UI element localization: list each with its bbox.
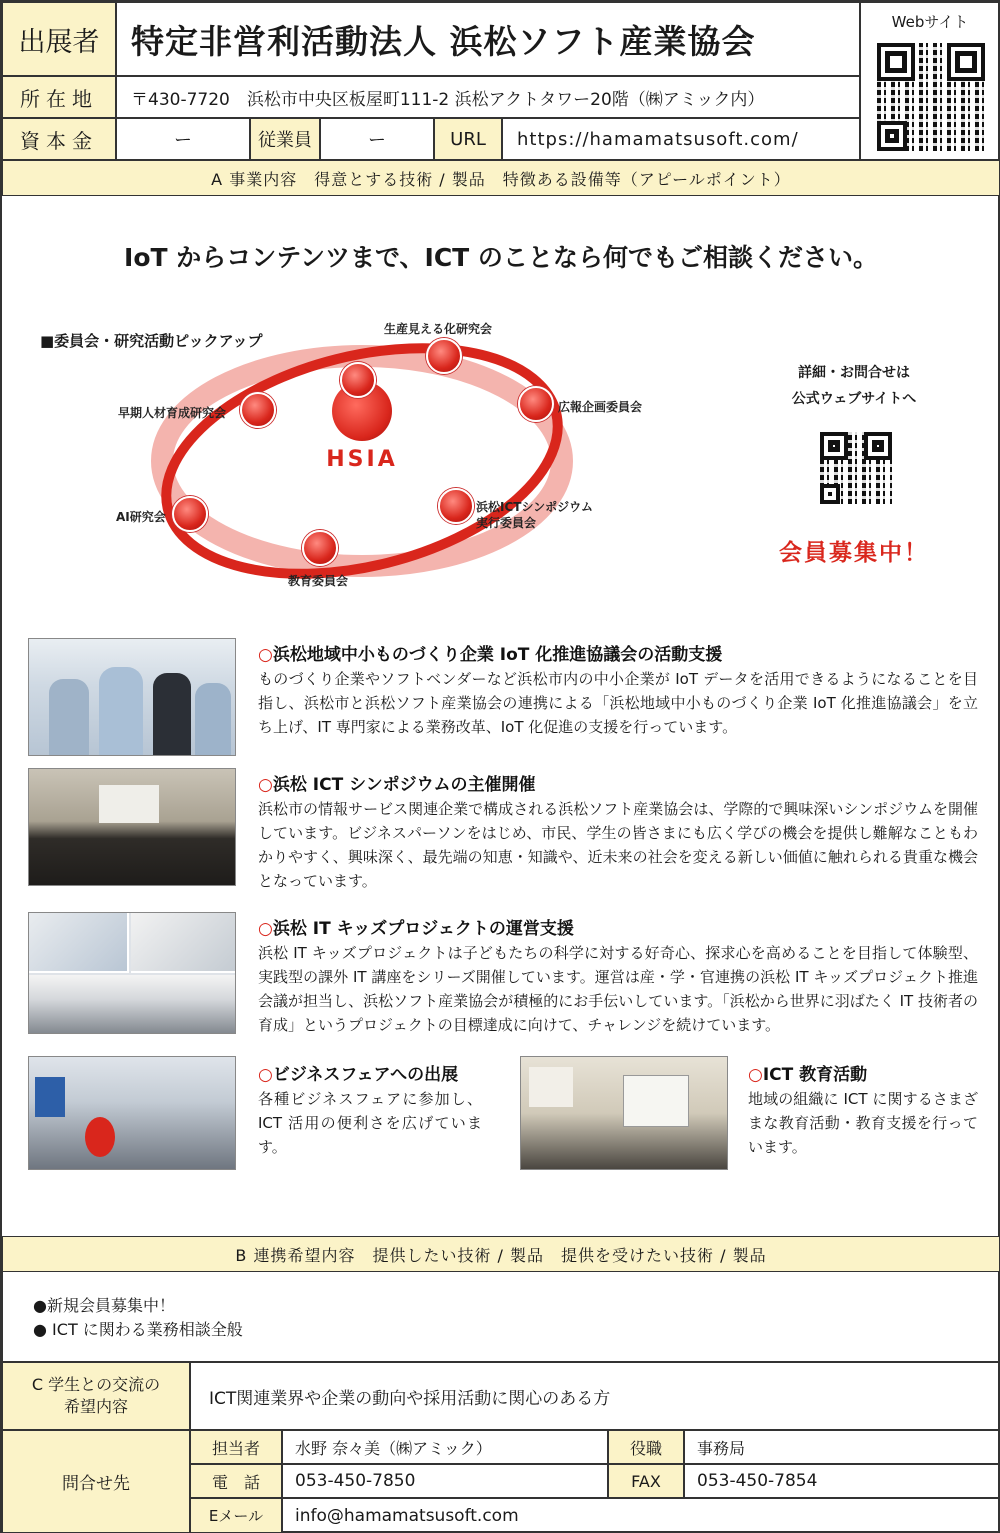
capital-label-cell: [2, 118, 116, 160]
address-label-cell: [2, 76, 116, 118]
address-value: 〒430-7720 浜松市中央区板屋町111-2 浜松アクトタワー20階（㈱アミック内）: [131, 89, 765, 110]
node-icon: [518, 386, 554, 422]
section-b-bullet-2: ● ICT に関わる業務相談全般: [33, 1320, 243, 1339]
org-name: 特定非営利活動法人 浜松ソフト産業協会: [131, 21, 756, 61]
node-label-ai: AI研究会: [116, 510, 166, 524]
item-4-title-row: [258, 1060, 482, 1085]
tel-cell: [282, 1464, 608, 1498]
employees-label-cell: [250, 118, 320, 160]
hsia-logo-text: HSIA: [326, 447, 398, 472]
contact-label-cell: [2, 1430, 190, 1533]
circle-bullet-icon: ○: [258, 1065, 273, 1085]
role-label-cell: [608, 1430, 684, 1464]
employees-label: 従業員: [258, 130, 312, 151]
circle-bullet-icon: ○: [258, 645, 273, 665]
tel-label: 電 話: [211, 1472, 260, 1492]
item-2: [258, 770, 978, 893]
item-1: [258, 640, 978, 739]
org-name-cell: [116, 2, 860, 76]
photo-manufacturing-meeting: [28, 638, 236, 756]
item-2-text: 浜松市の情報サービス関連企業で構成される浜松ソフト産業協会は、学際的で興味深いシンポジウムを開催しています。ビジネスパーソンをはじめ、市民、学生の皆さまにも広く学びの機会を提供し難解なこともわかりやすく、興味深く、最先端の知恵・知識や、近未来の社会を変える新しい価値に触れられる貴重な機会となっています。: [258, 800, 978, 890]
section-c-label-cell: [2, 1362, 190, 1430]
tel-label-cell: [190, 1464, 282, 1498]
headline: IoT からコンテンツまで、ICT のことなら何でもご相談ください。: [124, 243, 878, 272]
employees-cell: [320, 118, 434, 160]
section-a-body: [2, 196, 1000, 1236]
email-value[interactable]: info@hamamatsusoft.com: [295, 1505, 519, 1526]
item-3-title-row: [258, 914, 978, 939]
contact-note-line1: 詳細・お問合せは: [798, 365, 910, 381]
node-icon: [302, 530, 338, 566]
pickup-title: ■委員会・研究活動ピックアップ: [40, 332, 263, 350]
tel-value[interactable]: 053-450-7850: [295, 1471, 416, 1491]
contact-note-line2: 公式ウェブサイトへ: [791, 391, 917, 407]
email-cell: [282, 1498, 1000, 1533]
item-1-title: 浜松地域中小ものづくり企業 IoT 化推進協議会の活動支援: [272, 645, 723, 665]
website-qr-code[interactable]: [877, 43, 985, 151]
website-label: Webサイト: [891, 13, 969, 31]
item-5-text: 地域の組織に ICT に関するさまざまな教育活動・教育支援を行っています。: [748, 1090, 978, 1156]
contact-note: [742, 360, 966, 412]
site-qr-code[interactable]: [820, 432, 892, 504]
person-value: 水野 奈々美（㈱アミック）: [295, 1438, 492, 1458]
circle-bullet-icon: ○: [748, 1065, 763, 1085]
section-a-heading-bar: [2, 160, 1000, 196]
website-qr-cell: [860, 2, 1000, 160]
fax-value: 053-450-7854: [697, 1471, 818, 1491]
fax-label: FAX: [631, 1471, 661, 1491]
employees-value: ー: [368, 130, 386, 151]
fax-cell: [684, 1464, 1000, 1498]
item-5: [748, 1060, 978, 1159]
node-label-education: 教育委員会: [288, 574, 349, 588]
section-b-heading: B 連携希望内容 提供したい技術 / 製品 提供を受けたい技術 / 製品: [235, 1245, 767, 1265]
item-4: [258, 1060, 482, 1159]
photo-symposium-hall: [28, 768, 236, 886]
section-c-value-cell: [190, 1362, 1000, 1430]
person-cell: [282, 1430, 608, 1464]
section-b-heading-bar: [2, 1236, 1000, 1272]
photo-kids-project: [28, 912, 236, 1034]
url-link[interactable]: https://hamamatsusoft.com/: [517, 128, 799, 150]
node-label-symposium: 浜松ICTシンポジウム: [476, 500, 594, 514]
node-label-pr: 広報企画委員会: [558, 400, 643, 414]
url-label-cell: [434, 118, 502, 160]
item-2-title: 浜松 ICT シンポジウムの主催開催: [272, 775, 536, 795]
item-1-title-row: [258, 640, 978, 665]
recruit-banner: 会員募集中！: [779, 540, 929, 566]
node-label-early-talent: 早期人材育成研究会: [118, 406, 227, 420]
capital-cell: [116, 118, 250, 160]
contact-label: 問合せ先: [62, 1474, 130, 1494]
url-cell: [502, 118, 860, 160]
capital-value: ー: [174, 130, 192, 151]
section-c-value: ICT関連業界や企業の動向や採用活動に関心のある方: [209, 1388, 611, 1409]
node-icon: [240, 392, 276, 428]
photo-ict-education: [520, 1056, 728, 1170]
node-icon: [426, 338, 462, 374]
section-a-heading: A 事業内容 得意とする技術 / 製品 特徴ある設備等（アピールポイント）: [211, 169, 791, 189]
address-cell: [116, 76, 860, 118]
fax-label-cell: [608, 1464, 684, 1498]
role-value: 事務局: [697, 1438, 746, 1458]
person-label-cell: [190, 1430, 282, 1464]
email-label: Eメール: [208, 1507, 264, 1525]
node-label-production: 生産見える化研究会: [384, 322, 493, 336]
item-5-title-row: [748, 1060, 978, 1085]
item-3-text: 浜松 IT キッズプロジェクトは子どもたちの科学に対する好奇心、探求心を高めることを目指して体験型、実践型の課外 IT 講座をシリーズ開催しています。運営は産・学・官連携の浜松 IT キッズプロジェクト推進会議が担当し、浜松ソフト産業協会が積極的にお手伝いしています。「浜松から世界に羽ばたく IT 技術者の育成」というプロジェクトの目標達成に向けて、チャレンジを続けています。: [258, 944, 978, 1034]
item-1-text: ものづくり企業やソフトベンダーなど浜松市内の中小企業が IoT データを活用できるようになることを目指し、浜松市と浜松ソフト産業協会の連携による「浜松地域中小ものづくり企業 IoT 化推進協議会」を立ち上げ、IT 専門家による業務改革、IoT 化促進の支援を行っています。: [258, 670, 978, 736]
item-5-title: ICT 教育活動: [762, 1065, 868, 1085]
email-label-cell: [190, 1498, 282, 1533]
section-b-bullet-1: ●新規会員募集中！: [33, 1296, 175, 1315]
section-b-body: [2, 1272, 1000, 1362]
item-2-title-row: [258, 770, 978, 795]
person-label: 担当者: [211, 1438, 260, 1458]
capital-label: 資本金: [20, 128, 98, 153]
item-3: [258, 914, 978, 1037]
node-label-symposium-committee: 実行委員会: [476, 516, 537, 530]
circle-bullet-icon: ○: [258, 919, 273, 939]
exhibitor-label-cell: [2, 2, 116, 76]
item-4-text: 各種ビジネスフェアに参加し、ICT 活用の便利さを広げています。: [258, 1090, 482, 1156]
item-3-title: 浜松 IT キッズプロジェクトの運営支援: [272, 919, 574, 939]
section-c-label-line2: 希望内容: [63, 1397, 128, 1416]
address-label: 所在地: [20, 86, 98, 111]
node-icon: [438, 488, 474, 524]
photo-business-fair: [28, 1056, 236, 1170]
url-label: URL: [450, 128, 486, 150]
node-icon: [340, 362, 376, 398]
committee-ring-diagram: [112, 316, 643, 606]
section-c-label-line1: C 学生との交流の: [31, 1375, 161, 1394]
node-icon: [172, 496, 208, 532]
role-cell: [684, 1430, 1000, 1464]
circle-bullet-icon: ○: [258, 775, 273, 795]
role-label: 役職: [629, 1438, 662, 1458]
exhibitor-label: 出展者: [18, 26, 100, 58]
item-4-title: ビジネスフェアへの出展: [272, 1065, 459, 1085]
